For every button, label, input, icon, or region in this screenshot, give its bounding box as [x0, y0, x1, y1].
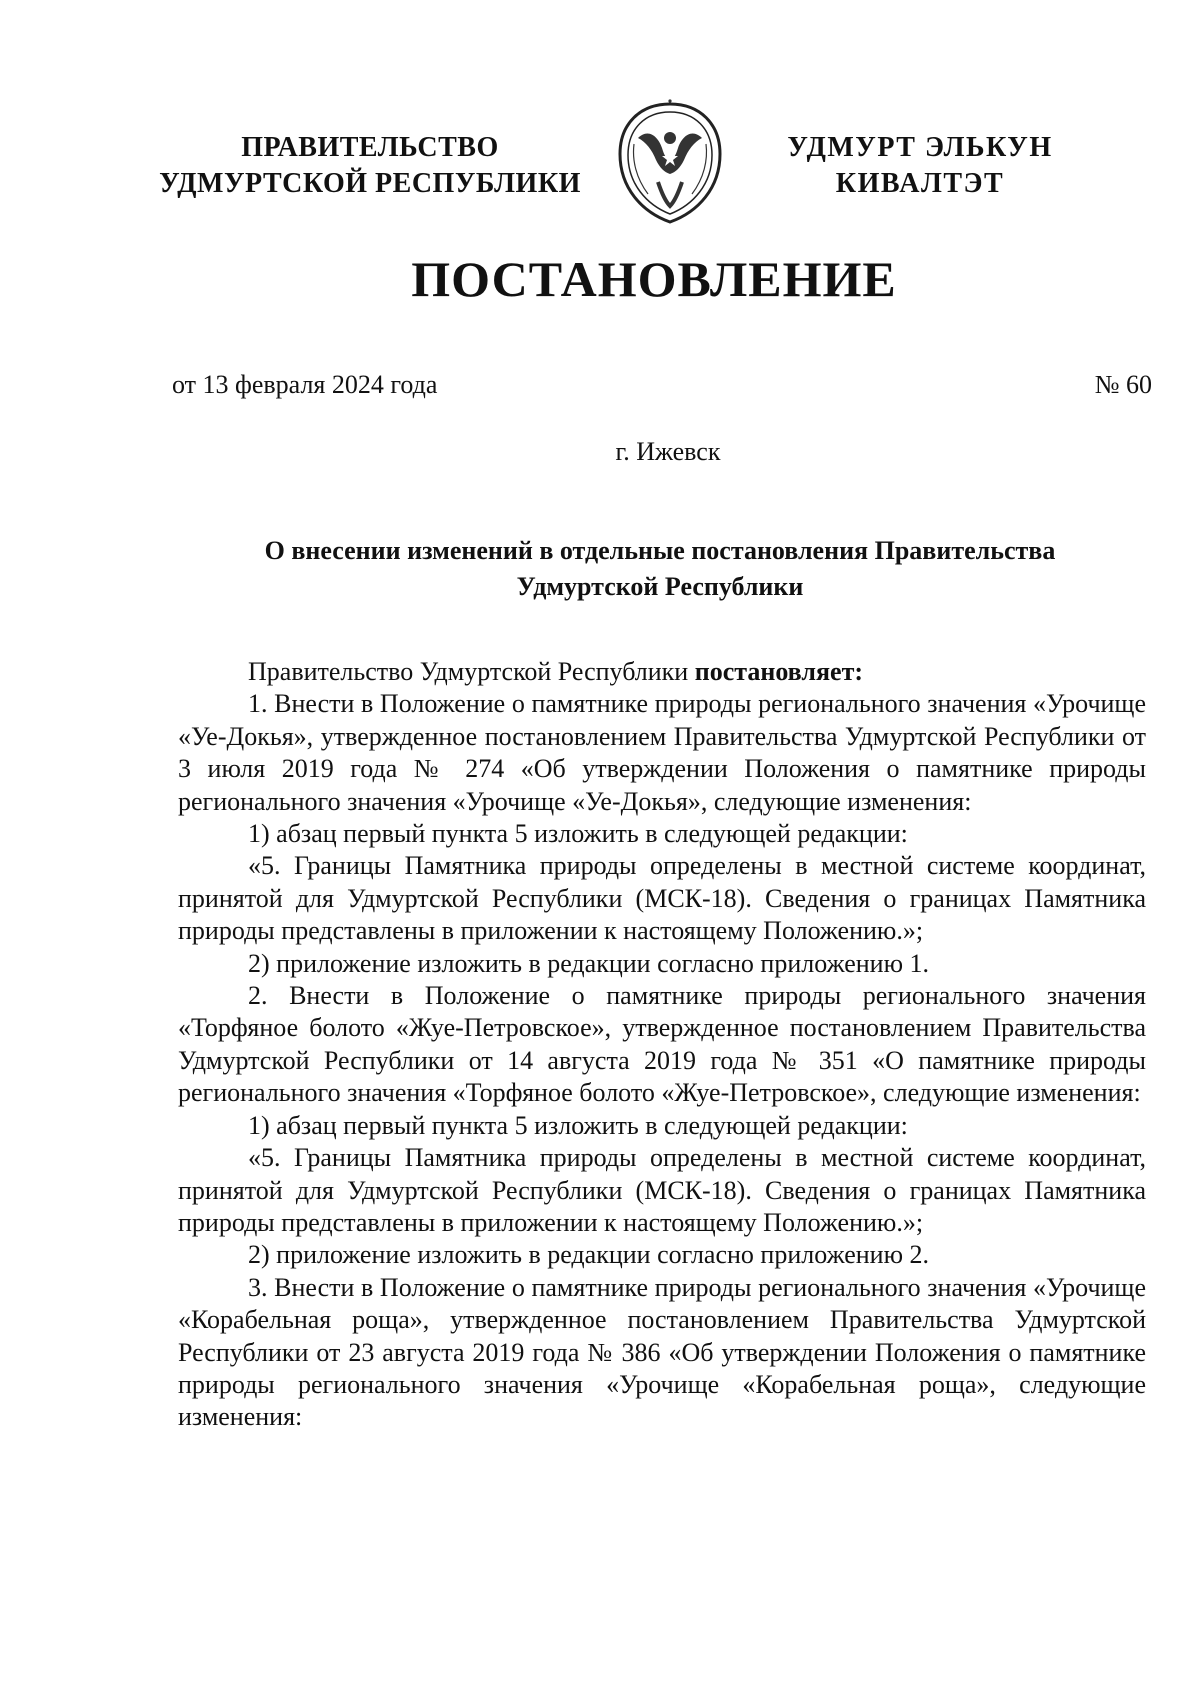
intro-bold-verb: постановляет:: [694, 657, 863, 686]
document-number: № 60: [1094, 370, 1152, 399]
body-paragraph: 2. Внести в Положение о памятнике природы регионального значения «Торфяное болото «Жуе-Петровское», утвержденное постановлением Правительства Удмуртской Республики от 14 августа 2019 года № 351 «О памятнике природы регионального значения «Торфяное болото «Жуе-Петровское», следующие изменения:: [178, 981, 1146, 1108]
body-paragraph: 1. Внести в Положение о памятнике природы регионального значения «Урочище «Уе-Докья», утвержденное постановлением Правительства Удмуртской Республики от 3 июля 2019 года № 274 «Об утверждении Положения о памятнике природы регионального значения «Урочище «Уе-Докья», следующие изменения:: [178, 689, 1146, 816]
body-paragraph: 3. Внести в Положение о памятнике природы регионального значения «Урочище «Корабельная роща», утвержденное постановлением Правительства Удмуртской Республики от 23 августа 2019 года № 386 «Об утверждении Положения о памятнике природы регионального значения «Урочище «Корабельная роща», следующие изменения:: [178, 1272, 1146, 1432]
intro-paragraph: [178, 656, 1146, 688]
coat-of-arms-emblem-icon: [612, 98, 728, 226]
document-body: [178, 656, 1146, 1434]
body-paragraph: 2) приложение изложить в редакции согласно приложению 1.: [248, 948, 929, 978]
header-right-line1: УДМУРТ ЭЛЬКУН: [787, 132, 1053, 163]
document-date: от 13 февраля 2024 года: [172, 370, 438, 399]
header-right-line2: КИВАЛТЭТ: [835, 168, 1005, 199]
body-paragraph: 1) абзац первый пункта 5 изложить в следующей редакции:: [248, 1110, 908, 1140]
header-left: [150, 130, 590, 202]
intro-text: Правительство Удмуртской Республики: [248, 657, 695, 686]
header-left-line2: УДМУРТСКОЙ РЕСПУБЛИКИ: [159, 168, 581, 199]
document-city: г. Ижевск: [615, 437, 721, 466]
document-type-heading: ПОСТАНОВЛЕНИЕ: [411, 251, 897, 307]
body-paragraph: 2) приложение изложить в редакции согласно приложению 2.: [248, 1240, 929, 1270]
document-title-line2: Удмуртской Республики: [516, 572, 804, 601]
body-paragraph: 1) абзац первый пункта 5 изложить в следующей редакции:: [248, 819, 908, 849]
document-title-line1: О внесении изменений в отдельные постановления Правительства: [264, 536, 1056, 565]
document-title: [130, 533, 1190, 605]
body-paragraph: «5. Границы Памятника природы определены в местной системе координат, принятой для Удмуртской Республики (МСК-18). Сведения о границах Памятника природы представлены в приложении к настоящему Положению.»;: [178, 851, 1146, 946]
header-right: [770, 130, 1070, 202]
body-paragraph: «5. Границы Памятника природы определены в местной системе координат, принятой для Удмуртской Республики (МСК-18). Сведения о границах Памятника природы представлены в приложении к настоящему Положению.»;: [178, 1143, 1146, 1237]
header-left-line1: ПРАВИТЕЛЬСТВО: [241, 132, 499, 163]
